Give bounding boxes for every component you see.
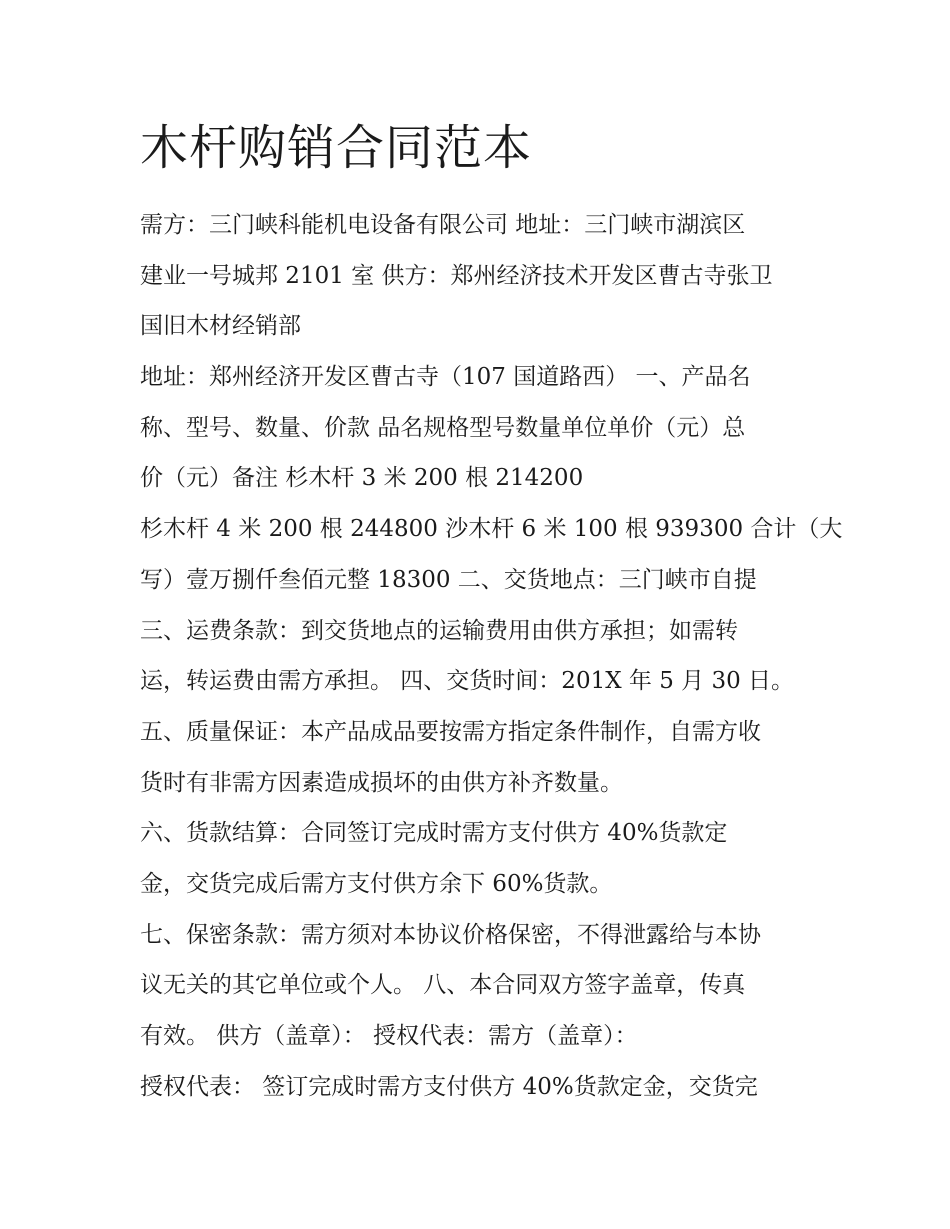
document-body <box>140 200 843 1112</box>
body-line: 议无关的其它单位或个人。 八、本合同双方签字盖章，传真 <box>140 972 746 999</box>
body-line: 三、运费条款：到交货地点的运输费用由供方承担；如需转 <box>140 617 738 644</box>
body-line: 六、货款结算：合同签订完成时需方支付供方 40%货款定 <box>140 820 728 847</box>
body-line: 写）壹万捌仟叁佰元整 18300 二、交货地点：三门峡市自提 <box>140 566 757 593</box>
body-line: 地址：郑州经济开发区曹古寺（107 国道路西） 一、产品名 <box>140 364 751 391</box>
body-line: 五、质量保证：本产品成品要按需方指定条件制作，自需方收 <box>140 718 761 745</box>
body-line: 需方：三门峡科能机电设备有限公司 地址：三门峡市湖滨区 <box>140 212 746 238</box>
body-line: 金，交货完成后需方支付供方余下 60%货款。 <box>140 870 613 897</box>
body-line: 授权代表： 签订完成时需方支付供方 40%货款定金，交货完 <box>140 1073 758 1100</box>
body-line: 价（元）备注 杉木杆 3 米 200 根 214200 <box>140 465 584 492</box>
body-line: 七、保密条款：需方须对本协议价格保密，不得泄露给与本协 <box>140 921 761 948</box>
body-line: 货时有非需方因素造成损坏的由供方补齐数量。 <box>140 769 623 796</box>
document-title: 木杆购销合同范本 <box>140 120 533 176</box>
body-line: 运，转运费由需方承担。 四、交货时间：201X 年 5 月 30 日。 <box>140 668 795 695</box>
body-line: 杉木杆 4 米 200 根 244800 沙木杆 6 米 100 根 939300 合计（大 <box>140 516 843 543</box>
body-line: 有效。 供方（盖章）： 授权代表：需方（盖章）： <box>140 1023 638 1049</box>
body-line: 称、型号、数量、价款 品名规格型号数量单位单价（元）总 <box>140 414 746 441</box>
body-line: 建业一号城邦 2101 室 供方：郑州经济技术开发区曹古寺张卫 <box>140 262 773 289</box>
body-line: 国旧木材经销部 <box>140 313 301 340</box>
